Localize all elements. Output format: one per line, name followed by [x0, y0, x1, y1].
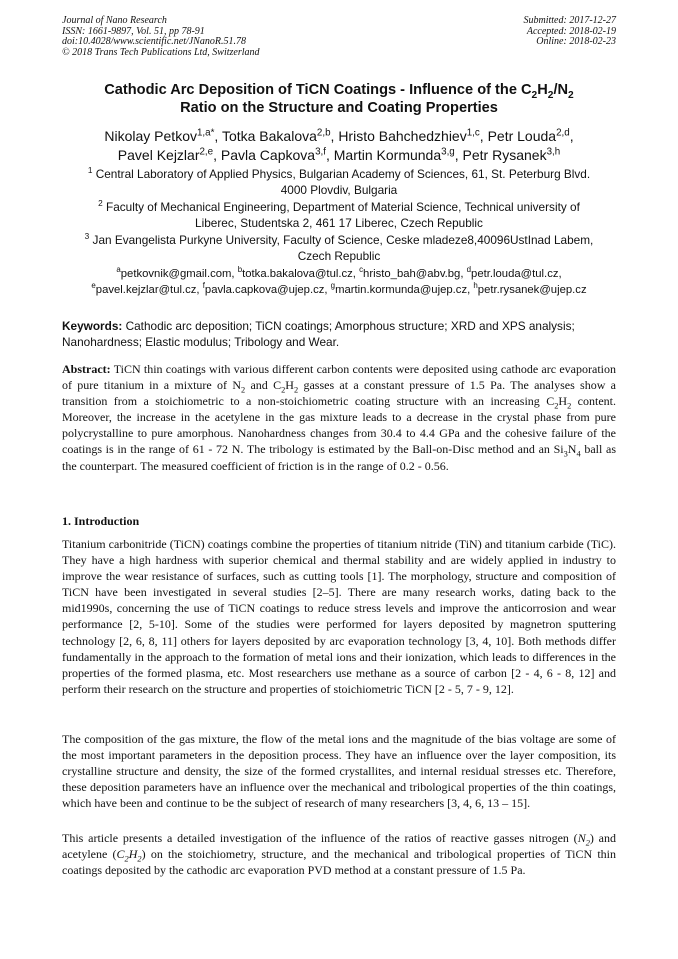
- keywords-label: Keywords:: [62, 319, 123, 333]
- issn: ISSN: 1661-9897, Vol. 51, pp 78-91: [62, 25, 205, 37]
- email-link[interactable]: $^b$totka.bakalova@tul.cz: [237, 265, 353, 280]
- author: Hristo Bahchedzhiev$^{1,c}$: [338, 127, 480, 144]
- author: Nikolay Petkov$^{1,a*}$: [104, 127, 215, 144]
- author: Totka Bakalova$^{2,b}$: [221, 127, 331, 144]
- email-link[interactable]: $^g$martin.kormunda@ujep.cz: [330, 281, 468, 296]
- affiliation-1: $^1$ Central Laboratory of Applied Physics, Bulgarian Academy of Sciences, 61, St. Peterburg Blvd. 4000 Plovdiv, Bulgaria: [87, 166, 591, 198]
- journal-header-left: [62, 16, 260, 58]
- email-link[interactable]: $^a$petkovnik@gmail.com: [116, 265, 232, 280]
- affiliation-3: $^3$ Jan Evangelista Purkyne University, Faculty of Science, Ceske mladeze8,40096UstInad Labem, Czech Republic: [84, 232, 594, 264]
- author: Petr Rysanek$^{3,h}$: [462, 145, 561, 163]
- author: Martin Kormunda$^{3,g}$: [333, 145, 455, 163]
- keywords: [62, 319, 616, 350]
- email-link[interactable]: $^f$pavla.capkova@ujep.cz: [202, 281, 325, 296]
- doi: doi:10.4028/www.scientific.net/JNanoR.51.78: [62, 36, 246, 48]
- author-list: Nikolay Petkov$^{1,a*}$, Totka Bakalova$^{2,b}$, Hristo Bahchedzhiev$^{1,c}$, Petr Louda$^{2,d}$, Pavel Kejzlar$^{2,e}$, Pavla Capkova$^{3,f}$, Martin Kormunda$^{3,g}$, Petr Rysanek$^{3,h}$: [104, 127, 574, 163]
- keywords-text: Cathodic arc deposition; TiCN coatings; Amorphous structure; XRD and XPS analysis; Nanohardness; Elastic modulus; Tribology and Wear.: [62, 319, 575, 349]
- intro-paragraph-1: Titanium carbonitride (TiCN) coatings combine the properties of titanium nitride (TiN) and titanium carbide (TiC). They have a high hardness with superior chemical and thermal stability and are widely applied in industry to improve the wear resistance of surfaces, such as cutting tools [1]. The morphology, structure and composition of TiCN have been investigated in several studies [2–5]. There are many research works, dating back to the mid1990s, concerning the use of TiCN coatings to reduce stress levels and improve the anticorrosion and wear performance [2, 5-10]. Some of the studies were performed for layers deposited by magnetron sputtering technology [2, 6, 8, 11] others for layers deposited by arc evaporation technology [3, 4, 10]. Both methods differ fundamentally in the approach to the formation of metal ions and their ionization, which leads to differences in the properties of the formed plasma, etc. Most researchers use methane as a source of carbon [2 - 4, 6 - 8, 12] and perform their research on the structure and properties of stoichiometric TiCN [2 - 5, 7 - 9, 12].: [62, 537, 616, 696]
- title-line-2: Ratio on the Structure and Coating Properties: [180, 99, 498, 116]
- email-link[interactable]: $^h$petr.rysanek@ujep.cz: [473, 281, 587, 296]
- journal-name: Journal of Nano Research: [62, 15, 167, 26]
- title-line-1: Cathodic Arc Deposition of TiCN Coatings - Influence of the $C_2H_2/N_2$: [104, 82, 574, 101]
- affiliation-2: $^2$ Faculty of Mechanical Engineering, Department of Material Science, Technical university of Liberec, Studentska 2, 461 17 Liberec, Czech Republic: [98, 199, 580, 231]
- author: Pavel Kejzlar$^{2,e}$: [117, 145, 214, 163]
- intro-paragraph-2: The composition of the gas mixture, the flow of the metal ions and the magnitude of the bias voltage are some of the most important parameters in the deposition process. They have an influence over the layer composition, its crystalline structure and density, the size of the formed crystallites, and internal residual stresses etc. Therefore, these deposition parameters have an influence over the mechanical and tribological properties of the thin coatings, which have been and continue to be the subject of research of many researchers [3, 4, 6, 13 – 15].: [62, 732, 616, 811]
- email-link[interactable]: $^c$hristo_bah@abv.bg: [359, 265, 461, 280]
- email-link[interactable]: $^e$pavel.kejzlar@tul.cz: [91, 281, 197, 296]
- author: Pavla Capkova$^{3,f}$: [220, 145, 326, 163]
- online-date: Online: 2018-02-23: [536, 36, 616, 48]
- author-emails: $^a$petkovnik@gmail.com, $^b$totka.bakalova@tul.cz, $^c$hristo_bah@abv.bg, $^d$petr.louda@tul.cz, $^e$pavel.kejzlar@tul.cz, $^f$pavla.capkova@ujep.cz, $^g$martin.kormunda@ujep.cz, $^h$petr.rysanek@ujep.cz: [91, 265, 587, 296]
- journal-header-right: [524, 16, 617, 48]
- submitted-date: Submitted: 2017-12-27: [523, 15, 616, 26]
- section-heading-introduction: 1. Introduction: [62, 514, 140, 528]
- abstract: Abstract: TiCN thin coatings with various different carbon contents were deposited using cathode arc evaporation of pure titanium in a mixture of $N_2$ and $C_2H_2$ gasses at a constant pressure of 1.5 Pa. The analyses show a transition from a stoichiometric to a non-stoichiometric coating structure with an increasing $C_2H_2$ content. Moreover, the increase in the acetylene in the gas mixture leads to a decrease in the crystal phase from pure polycrystalline to pure amorphous. Nanohardness changes from 30.4 to 4.4 GPa and the cohesive failure of the coatings is in the range of 61 - 72 N. The tribology is estimated by the Ball-on-Disc method and an $Si_3N_4$ ball as the counterpart. The measured coefficient of friction is in the range of 0.2 - 0.56.: [62, 362, 617, 473]
- email-link[interactable]: $^d$petr.louda@tul.cz: [466, 265, 559, 280]
- intro-paragraph-3: This article presents a detailed investigation of the influence of the ratios of reactive gasses nitrogen $(N_2)$ and acetylene $(C_2H_2)$ on the stoichiometry, structure, and the mechanical and tribological properties of TiCN thin coatings deposited by the cathodic arc evaporation PVD method at a constant pressure of 1.5 Pa.: [62, 831, 617, 878]
- author: Petr Louda$^{2,d}$: [487, 127, 570, 144]
- accepted-date: Accepted: 2018-02-19: [526, 25, 616, 37]
- abstract-label: Abstract:: [62, 362, 111, 376]
- paper-title: [62, 82, 616, 117]
- copyright: © 2018 Trans Tech Publications Ltd, Switzerland: [62, 46, 260, 58]
